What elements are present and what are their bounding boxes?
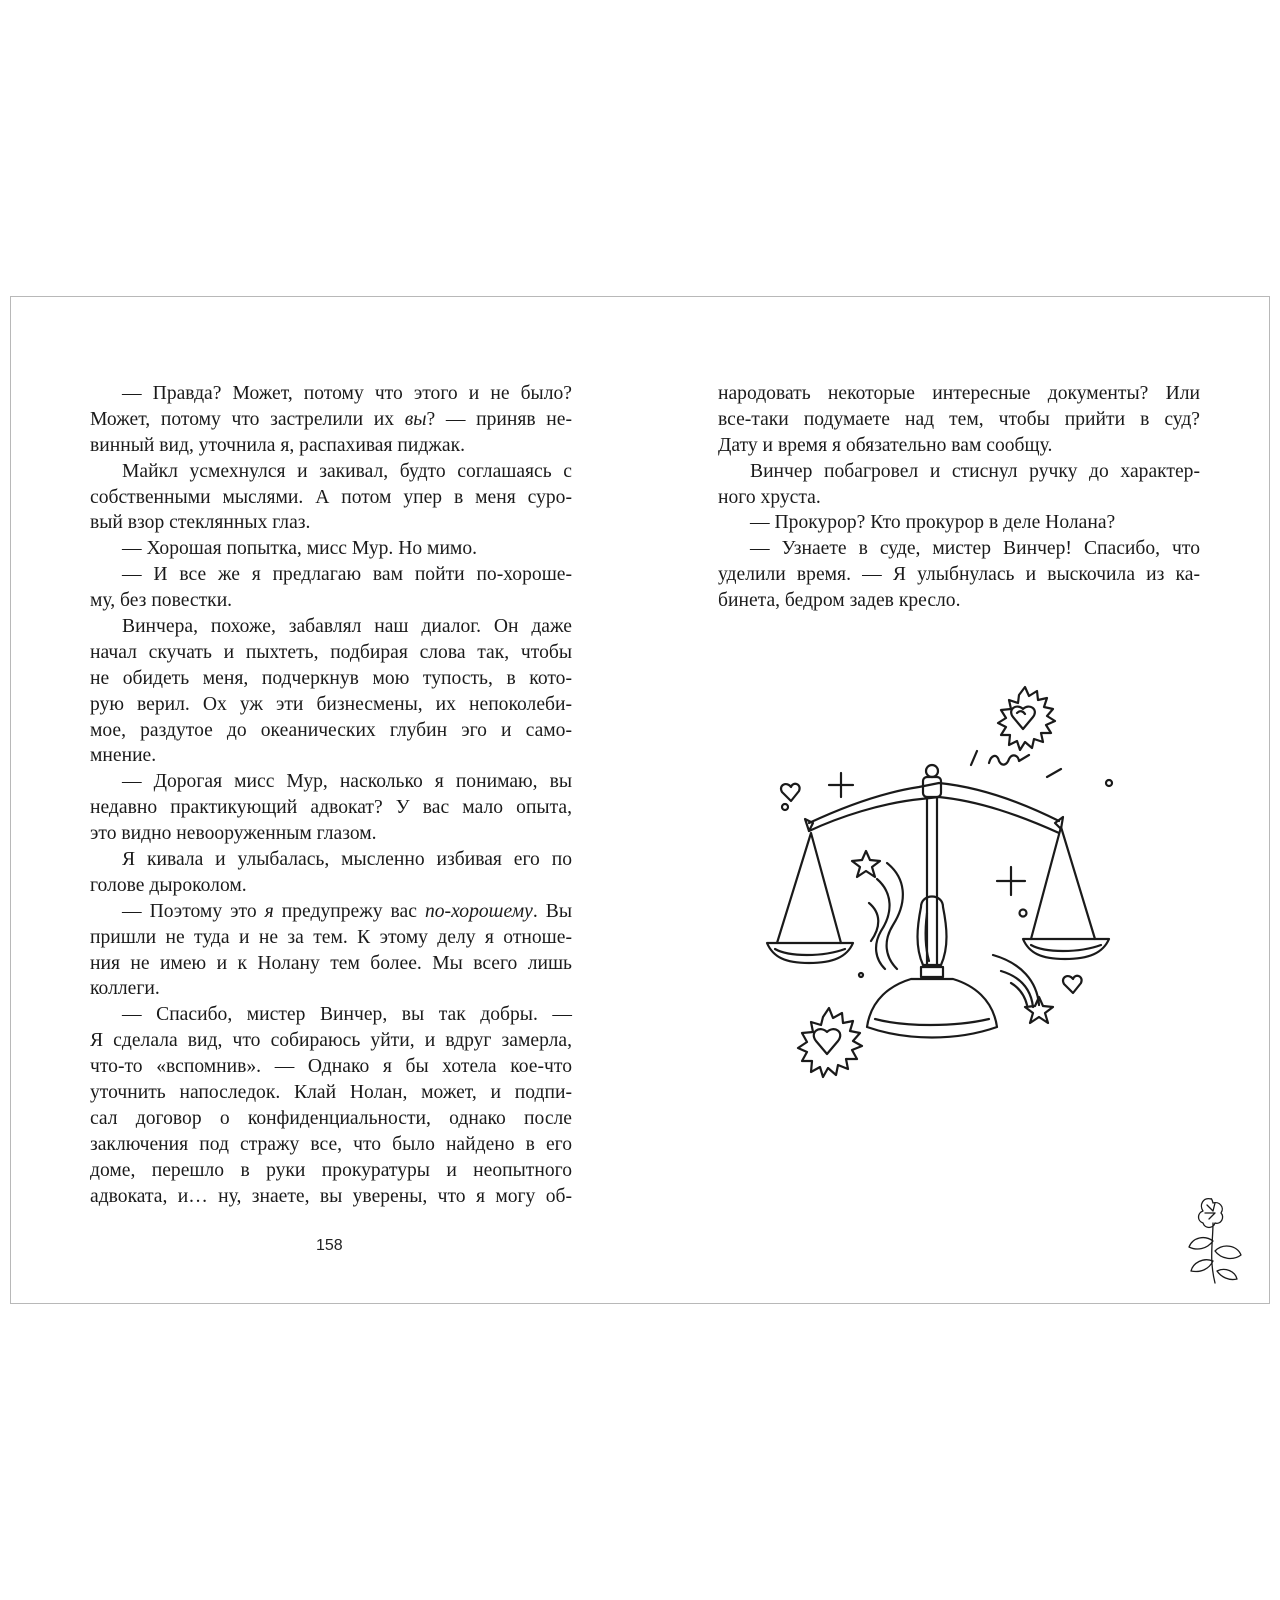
- text-line: мнение.: [90, 745, 157, 767]
- text-line: мое, раздутое до океанических глубин эго и само-: [90, 719, 572, 741]
- text-line: уделили время. — Я улыбнулась и выскочила из ка-: [718, 564, 1200, 586]
- text-line: му, без повестки.: [90, 590, 233, 612]
- text-line: Винчера, похоже, забавлял наш диалог. Он даже: [122, 616, 572, 638]
- dot-icon: [859, 973, 863, 977]
- left-page-text: [90, 381, 572, 1210]
- swoosh-lines: [993, 955, 1039, 1007]
- text-line: голове дыроколом.: [90, 874, 247, 896]
- text-fragment: Может, потому что застрелили их: [90, 408, 405, 430]
- text-line: бинета, бедром задев кресло.: [718, 590, 961, 612]
- text-line: что-то «вспомнив». — Однако я бы хотела кое-что: [90, 1056, 572, 1078]
- text-line: доме, перешло в руки прокуратуры и неопытного: [90, 1159, 572, 1181]
- text-line: Я сделала вид, что собираюсь уйти, и вдруг замерла,: [90, 1030, 572, 1052]
- text-line: — Узнаете в суде, мистер Винчер! Спасибо, что: [750, 538, 1200, 560]
- left-page: [11, 297, 641, 1303]
- text-line: — Прокурор? Кто прокурор в деле Нолана?: [750, 512, 1116, 534]
- text-fragment: предупрежу вас: [273, 900, 425, 922]
- scales-base: [867, 967, 997, 1038]
- text-line: адвоката, и… ну, знаете, вы уверены, что я могу об-: [90, 1185, 572, 1207]
- text-line: пришли не туда и не за тем. К этому делу я отноше-: [90, 926, 572, 948]
- italic-word: по-хорошему: [424, 900, 533, 922]
- flower-ornament: [1181, 1187, 1251, 1287]
- text-line: рую верил. Ох уж эти бизнесмены, их непоколеби-: [90, 693, 572, 715]
- flower-icon: [1189, 1199, 1241, 1283]
- dot-icon: [1020, 910, 1027, 917]
- text-line: все-таки подумаете над тем, чтобы прийти в суд?: [718, 408, 1200, 430]
- text-line: коллеги.: [90, 978, 160, 1000]
- scales-left-pan: [767, 833, 853, 963]
- scales-right-pan: [1023, 827, 1109, 959]
- text-line: — Хорошая попытка, мисс Мур. Но мимо.: [122, 538, 478, 560]
- text-line: уточнить напоследок. Клай Нолан, может, и подпи-: [90, 1082, 572, 1104]
- italic-word: вы: [404, 408, 427, 430]
- right-page: [641, 297, 1271, 1303]
- text-line: винный вид, уточнила я, распахивая пиджак.: [90, 434, 466, 456]
- text-fragment: . Вы: [532, 900, 573, 922]
- text-line: собственными мыслями. А потом упер в меня суро-: [90, 486, 572, 508]
- sun-heart-icon: [998, 687, 1055, 750]
- text-line: это видно невооруженным глазом.: [90, 823, 377, 845]
- right-page-text: [718, 381, 1200, 614]
- scales-beam: [805, 783, 1063, 833]
- scales-pillar: [918, 765, 947, 965]
- heart-icon: [781, 784, 800, 801]
- italic-word: я: [264, 900, 274, 922]
- text-line: не обидеть меня, подчеркнув мою тупость, в кото-: [90, 667, 572, 689]
- scales-illustration: [761, 667, 1141, 1107]
- text-line: сал договор о конфиденциальности, однако после: [90, 1107, 572, 1129]
- text-line: Дату и время я обязательно вам сообщу.: [718, 434, 1053, 456]
- page-number: 158: [316, 1237, 343, 1254]
- text-line: [90, 407, 572, 433]
- swoosh-lines: [869, 863, 903, 969]
- text-fragment: — Поэтому это: [122, 900, 265, 922]
- text-line: заключения под стражу все, что было найдено в его: [90, 1133, 572, 1155]
- text-fragment: ? — приняв не-: [426, 408, 573, 430]
- text-line: народовать некоторые интересные документы? Или: [718, 383, 1200, 404]
- book-spread: [10, 296, 1270, 1304]
- star-icon: [852, 851, 880, 877]
- text-line: — Дорогая мисс Мур, насколько я понимаю, вы: [122, 771, 572, 793]
- sun-heart-icon: [798, 1008, 862, 1077]
- heart-icon: [1063, 976, 1082, 993]
- text-line: Я кивала и улыбалась, мысленно избивая его по: [122, 849, 572, 871]
- text-line: — И все же я предлагаю вам пойти по-хороше-: [122, 564, 572, 586]
- text-line: ного хруста.: [718, 486, 821, 508]
- text-line: недавно практикующий адвокат? У вас мало опыта,: [90, 797, 572, 819]
- dot-icon: [1106, 780, 1112, 786]
- dot-icon: [782, 804, 788, 810]
- text-line: Винчер побагровел и стиснул ручку до характер-: [750, 460, 1200, 482]
- text-line: начал скучать и пыхтеть, подбирая слова так, чтобы: [90, 641, 572, 663]
- text-line: ния не имею и к Нолану тем более. Мы всего лишь: [90, 952, 572, 974]
- sparkle-icon: [829, 773, 853, 797]
- text-line: Майкл усмехнулся и закивал, будто соглашаясь с: [122, 460, 572, 482]
- text-line: вый взор стеклянных глаз.: [90, 512, 311, 534]
- text-line: — Спасибо, мистер Винчер, вы так добры. —: [122, 1004, 572, 1026]
- text-line: — Правда? Может, потому что этого и не было?: [122, 383, 572, 404]
- text-line: [90, 899, 572, 925]
- sparkle-icon: [997, 867, 1025, 895]
- accent-lines: [971, 751, 1061, 777]
